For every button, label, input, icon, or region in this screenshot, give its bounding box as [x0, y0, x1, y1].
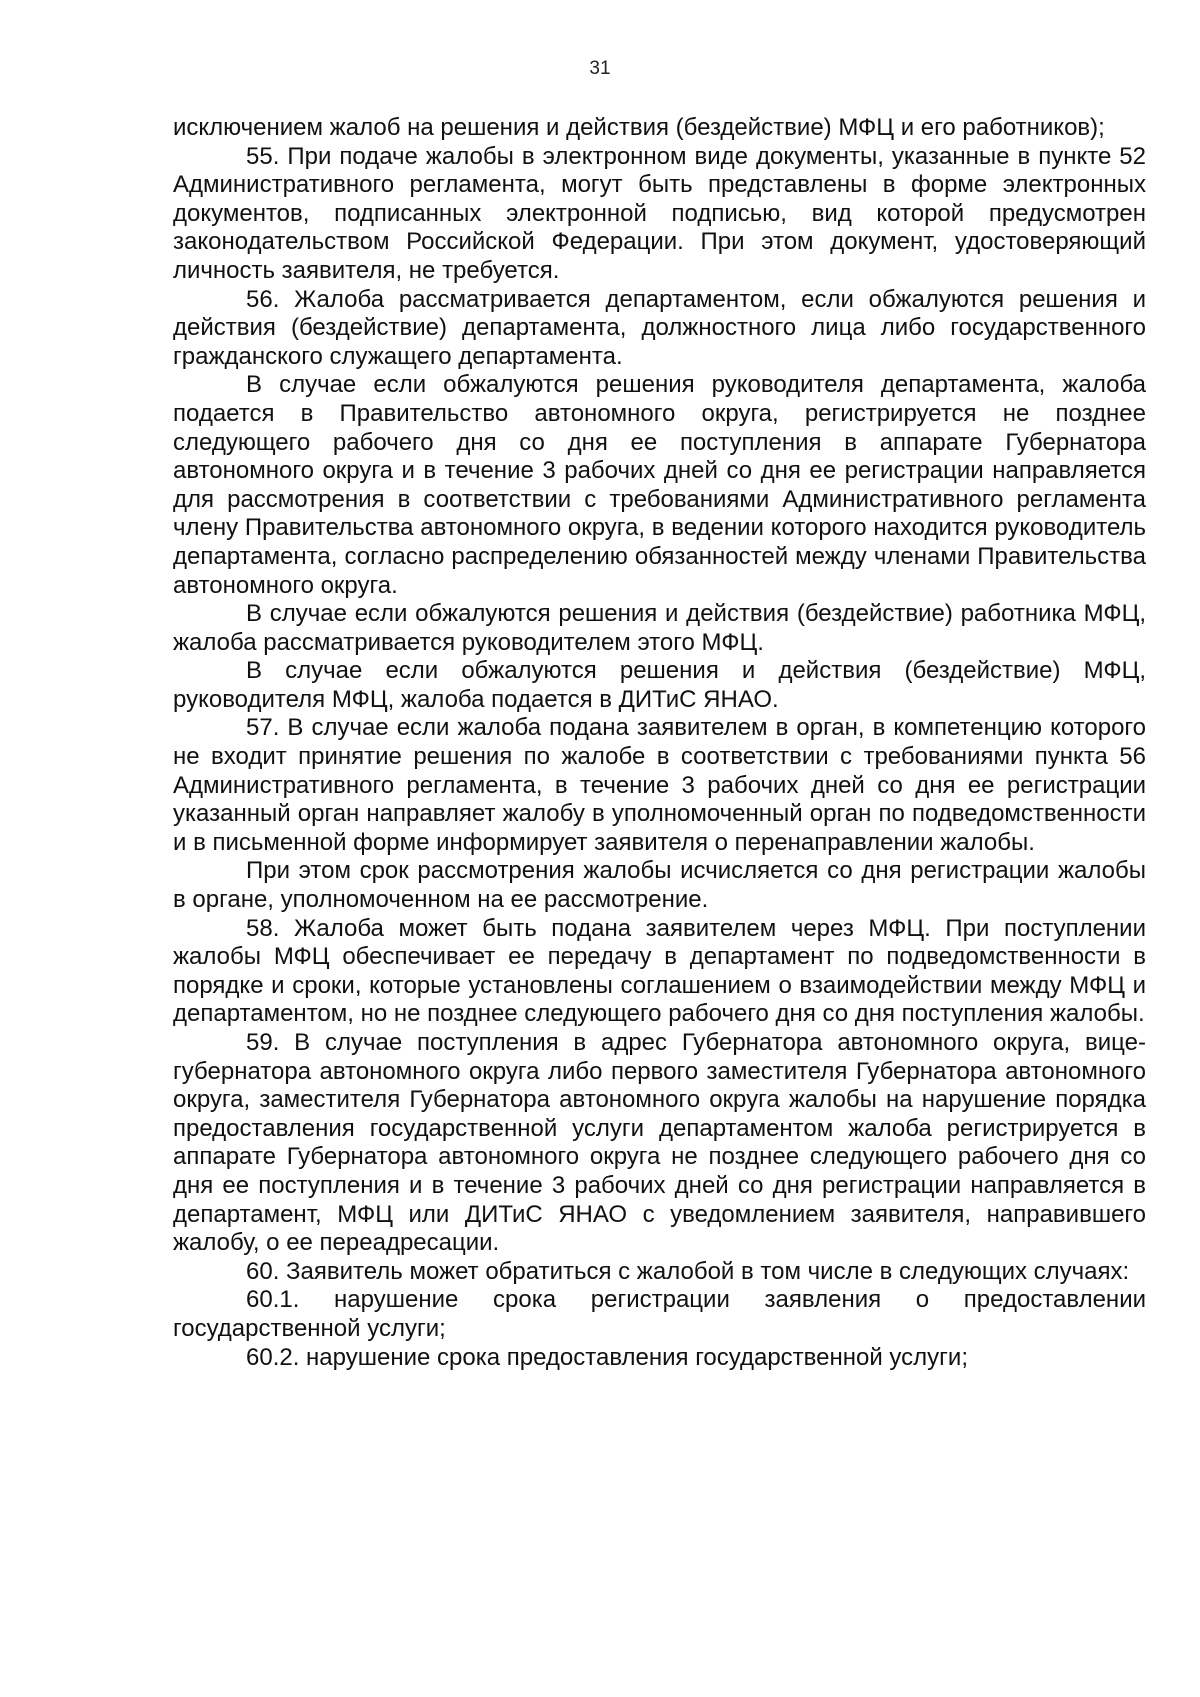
page-number: 31	[589, 58, 611, 79]
paragraph-55: 55. При подаче жалобы в электронном виде документы, указанные в пункте 52 Административного регламента, могут быть представлены в форме электронных документов, подписанных электронной подписью, вид которой предусмотрен законодательством Российской Федерации. При этом документ, удостоверяющий личность заявителя, не требуется.	[173, 142, 1146, 284]
paragraph-56-mfc-worker: В случае если обжалуются решения и действия (бездействие) работника МФЦ, жалоба рассматривается руководителем этого МФЦ.	[173, 600, 1146, 656]
paragraph-57: 57. В случае если жалоба подана заявителем в орган, в компетенцию которого не входит принятие решения по жалобе в соответствии с требованиями пункта 56 Административного регламента, в течение 3 рабочих дней со дня ее регистрации указанный орган направляет жалобу в уполномоченный орган по подведомственности и в письменной форме информирует заявителя о перенаправлении жалобы.	[173, 714, 1146, 856]
paragraph-60-1: 60.1. нарушение срока регистрации заявления о предоставлении государственной услуги;	[173, 1286, 1146, 1342]
paragraph-59: 59. В случае поступления в адрес Губернатора автономного округа, вице-губернатора автономного округа либо первого заместителя Губернатора автономного округа, заместителя Губернатора автономного округа жалобы на нарушение порядка предоставления государственной услуги департаментом жалоба регистрируется в аппарате Губернатора автономного округа не позднее следующего рабочего дня со дня ее поступления и в течение 3 рабочих дней со дня регистрации направляется в департамент, МФЦ или ДИТиС ЯНАО с уведомлением заявителя, направившего жалобу, о ее переадресации.	[173, 1029, 1146, 1257]
paragraph-56-mfc-head: В случае если обжалуются решения и действия (бездействие) МФЦ, руководителя МФЦ, жалоба подается в ДИТиС ЯНАО.	[173, 657, 1146, 713]
paragraph-56-head-complaint: В случае если обжалуются решения руководителя департамента, жалоба подается в Правительство автономного округа, регистрируется не позднее следующего рабочего дня со дня ее поступления в аппарате Губернатора автономного округа и в течение 3 рабочих дней со дня ее регистрации направляется для рассмотрения в соответствии с требованиями Административного регламента члену Правительства автономного округа, в ведении которого находится руководитель департамента, согласно распределению обязанностей между членами Правительства автономного округа.	[173, 371, 1146, 599]
paragraph-continuation: исключением жалоб на решения и действия (бездействие) МФЦ и его работников);	[173, 114, 1105, 141]
document-body	[173, 114, 1146, 1372]
paragraph-60-2: 60.2. нарушение срока предоставления государственной услуги;	[246, 1343, 968, 1371]
paragraph-58: 58. Жалоба может быть подана заявителем через МФЦ. При поступлении жалобы МФЦ обеспечивает ее передачу в департамент по подведомственности в порядке и сроки, которые установлены соглашением о взаимодействии между МФЦ и департаментом, но не позднее следующего рабочего дня со дня поступления жалобы.	[173, 914, 1146, 1028]
paragraph-60: 60. Заявитель может обратиться с жалобой в том числе в следующих случаях:	[246, 1257, 1130, 1285]
paragraph-56: 56. Жалоба рассматривается департаментом, если обжалуются решения и действия (бездействие) департамента, должностного лица либо государственного гражданского служащего департамента.	[173, 285, 1146, 370]
paragraph-57-term: При этом срок рассмотрения жалобы исчисляется со дня регистрации жалобы в органе, уполномоченном на ее рассмотрение.	[173, 857, 1146, 914]
